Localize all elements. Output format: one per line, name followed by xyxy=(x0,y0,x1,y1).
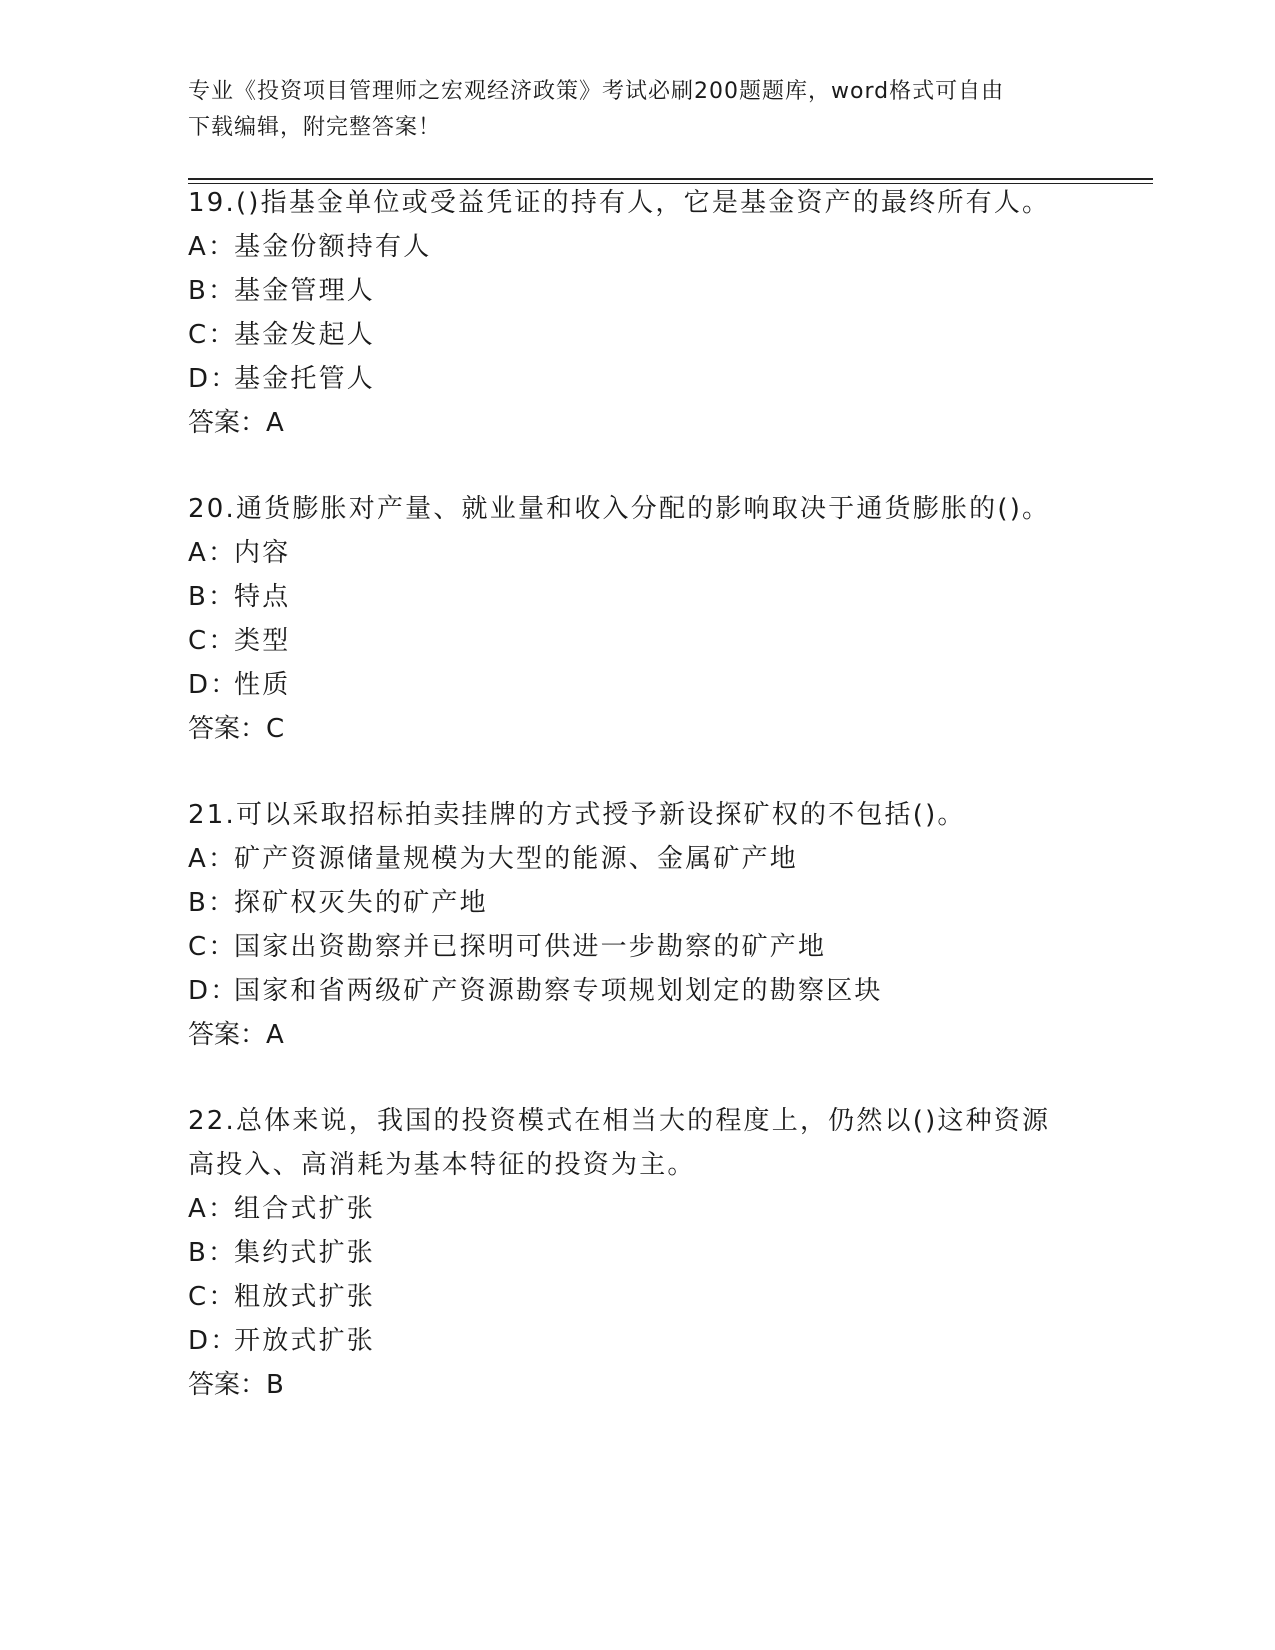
option-text: 粗放式扩张 xyxy=(234,1282,376,1312)
question-21-option-c xyxy=(188,929,826,965)
option-text: 国家出资勘察并已探明可供进一步勘察的矿产地 xyxy=(234,932,827,962)
option-text: 基金发起人 xyxy=(234,320,376,350)
question-21-stem: 21.可以采取招标拍卖挂牌的方式授予新设探矿权的不包括()。 xyxy=(188,800,966,830)
option-key: D： xyxy=(188,1326,239,1356)
option-key: C： xyxy=(188,626,237,656)
option-key: A： xyxy=(188,232,237,262)
option-text: 开放式扩张 xyxy=(234,1326,376,1356)
question-21-answer: 答案：A xyxy=(188,1020,284,1050)
option-key: A： xyxy=(188,844,237,874)
option-text: 探矿权灭失的矿产地 xyxy=(234,888,488,918)
question-21-option-d xyxy=(188,973,883,1009)
question-20-option-b xyxy=(188,579,290,615)
option-text: 矿产资源储量规模为大型的能源、金属矿产地 xyxy=(234,844,799,874)
header-divider-bottom xyxy=(188,183,1153,184)
question-22-stem-line-2: 高投入、高消耗为基本特征的投资为主。 xyxy=(188,1150,696,1180)
option-text: 组合式扩张 xyxy=(234,1194,376,1224)
question-22-option-c xyxy=(188,1279,375,1315)
header-divider-top xyxy=(188,178,1153,180)
option-key: B： xyxy=(188,888,237,918)
question-20-option-d xyxy=(188,667,290,703)
option-text: 基金份额持有人 xyxy=(234,232,432,262)
option-key: C： xyxy=(188,1282,237,1312)
option-key: D： xyxy=(188,364,239,394)
question-20-answer: 答案：C xyxy=(188,714,285,744)
question-20-stem: 20.通货膨胀对产量、就业量和收入分配的影响取决于通货膨胀的()。 xyxy=(188,494,1051,524)
option-text: 内容 xyxy=(234,538,291,568)
option-text: 基金托管人 xyxy=(234,364,376,394)
question-19-option-a xyxy=(188,229,431,265)
question-19-option-b xyxy=(188,273,375,309)
question-19-stem: 19.()指基金单位或受益凭证的持有人，它是基金资产的最终所有人。 xyxy=(188,188,1051,218)
option-text: 特点 xyxy=(234,582,291,612)
question-19-option-c xyxy=(188,317,375,353)
header-line-2: 下载编辑，附完整答案！ xyxy=(188,115,442,140)
question-22-option-b xyxy=(188,1235,375,1271)
option-text: 集约式扩张 xyxy=(234,1238,376,1268)
option-key: B： xyxy=(188,1238,237,1268)
option-text: 性质 xyxy=(234,670,291,700)
question-22-stem-line-1: 22.总体来说，我国的投资模式在相当大的程度上，仍然以()这种资源 xyxy=(188,1106,1051,1136)
option-key: A： xyxy=(188,1194,237,1224)
question-20-option-c xyxy=(188,623,290,659)
question-19-answer: 答案：A xyxy=(188,408,284,438)
option-text: 基金管理人 xyxy=(234,276,376,306)
header-line-1: 专业《投资项目管理师之宏观经济政策》考试必刷200题题库，word格式可自由 xyxy=(188,79,1005,104)
option-text: 国家和省两级矿产资源勘察专项规划划定的勘察区块 xyxy=(234,976,883,1006)
option-key: C： xyxy=(188,320,237,350)
document-header xyxy=(188,74,1088,146)
option-key: B： xyxy=(188,276,237,306)
option-key: D： xyxy=(188,670,239,700)
option-key: A： xyxy=(188,538,237,568)
question-21-option-b xyxy=(188,885,488,921)
question-19-option-d xyxy=(188,361,375,397)
option-key: D： xyxy=(188,976,239,1006)
question-22-option-d xyxy=(188,1323,375,1359)
question-20-option-a xyxy=(188,535,290,571)
option-key: C： xyxy=(188,932,237,962)
option-key: B： xyxy=(188,582,237,612)
option-text: 类型 xyxy=(234,626,291,656)
question-21-option-a xyxy=(188,841,798,877)
question-22-option-a xyxy=(188,1191,375,1227)
question-22-answer: 答案：B xyxy=(188,1370,284,1400)
